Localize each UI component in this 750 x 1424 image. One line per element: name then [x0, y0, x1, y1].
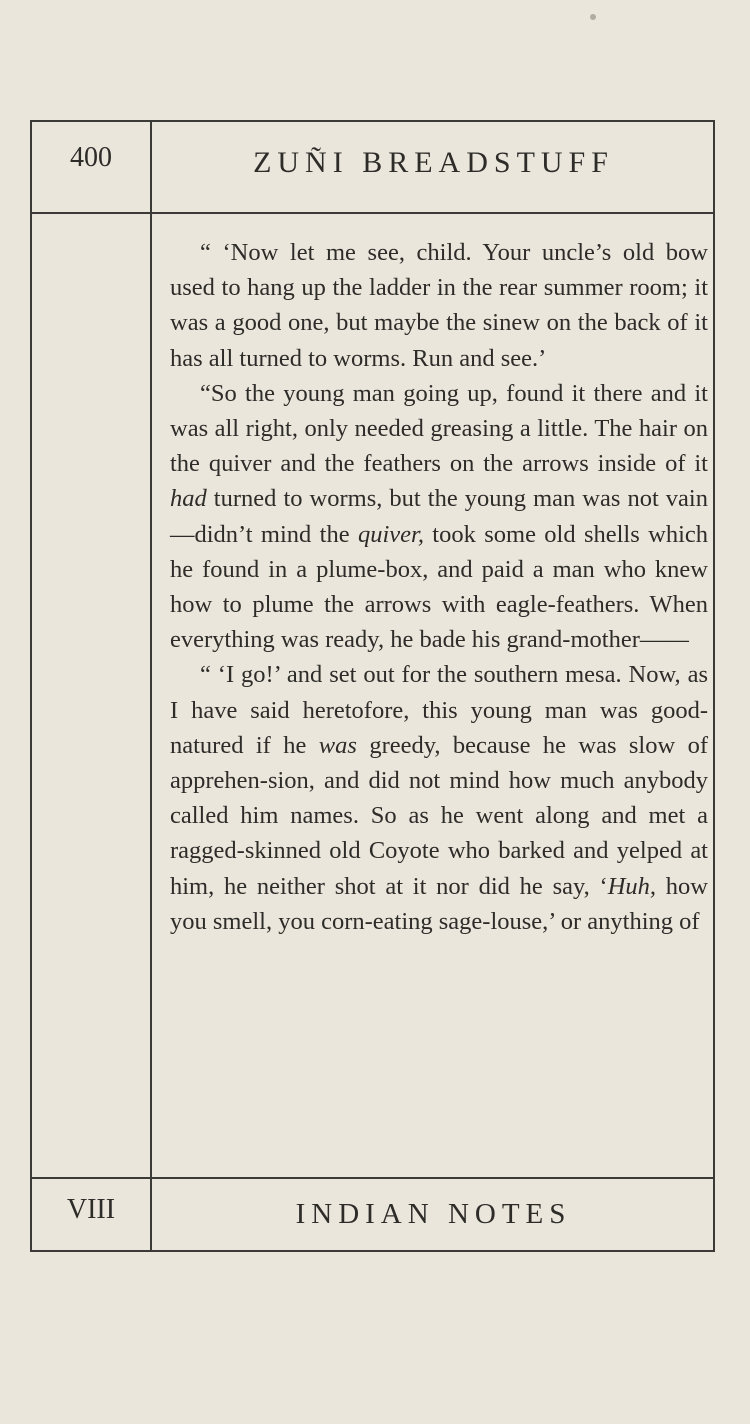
- page-number: 400: [70, 142, 112, 173]
- chapter-mark: VIII: [66, 1194, 116, 1225]
- paragraph-2-emphasis-1: had: [170, 485, 207, 513]
- paragraph-3-text-b: greedy, because he was slow of apprehen-sion, and did not mind how much anybody called him names. So as he went along and met a ragged-skinned old Coyote who barked and yelped at him, he neither shot at it nor did he say, ‘: [170, 731, 708, 900]
- body-text: [170, 235, 708, 939]
- paragraph-2-text-b: turned to worms, but the young man was not vain—didn’t mind the: [170, 485, 708, 548]
- paragraph-2: [170, 376, 708, 658]
- paper-speck: [590, 14, 596, 20]
- paragraph-2-text-a: “So the young man going up, found it there and it was all right, only needed greasing a little. The hair on the quiver and the feathers on the arrows inside of it: [170, 379, 708, 478]
- running-foot: INDIAN NOTES: [295, 1198, 572, 1230]
- footer-rule: [32, 1177, 713, 1179]
- paragraph-1-text: “ ‘Now let me see, child. Your uncle’s old bow used to hang up the ladder in the rear summer room; it was a good one, but maybe the sinew on the back of it has all turned to worms. Run and see.’: [170, 239, 708, 372]
- running-head: ZUÑI BREADSTUFF: [253, 146, 614, 179]
- page-frame: [30, 120, 715, 1252]
- margin-rule: [150, 122, 152, 1250]
- header-rule: [32, 212, 713, 214]
- paragraph-3-emphasis-2: Huh,: [607, 872, 657, 900]
- paragraph-3-text-a: “ ‘I go!’ and set out for the southern mesa. Now, as I have said heretofore, this young man was good-natured if he: [170, 661, 708, 759]
- paragraph-3-text-c: how you smell, you corn-eating sage-louse,’ or anything of: [170, 872, 708, 935]
- paragraph-2-emphasis-2: quiver,: [357, 520, 424, 548]
- paragraph-3: [170, 657, 708, 939]
- paragraph-2-text-c: took some old shells which he found in a plume-box, and paid a man who knew how to plume the arrows with eagle-feathers. When everything was ready, he bade his grand-mother——: [170, 520, 709, 654]
- paragraph-1: [170, 235, 708, 376]
- paragraph-3-emphasis-1: was: [318, 731, 357, 759]
